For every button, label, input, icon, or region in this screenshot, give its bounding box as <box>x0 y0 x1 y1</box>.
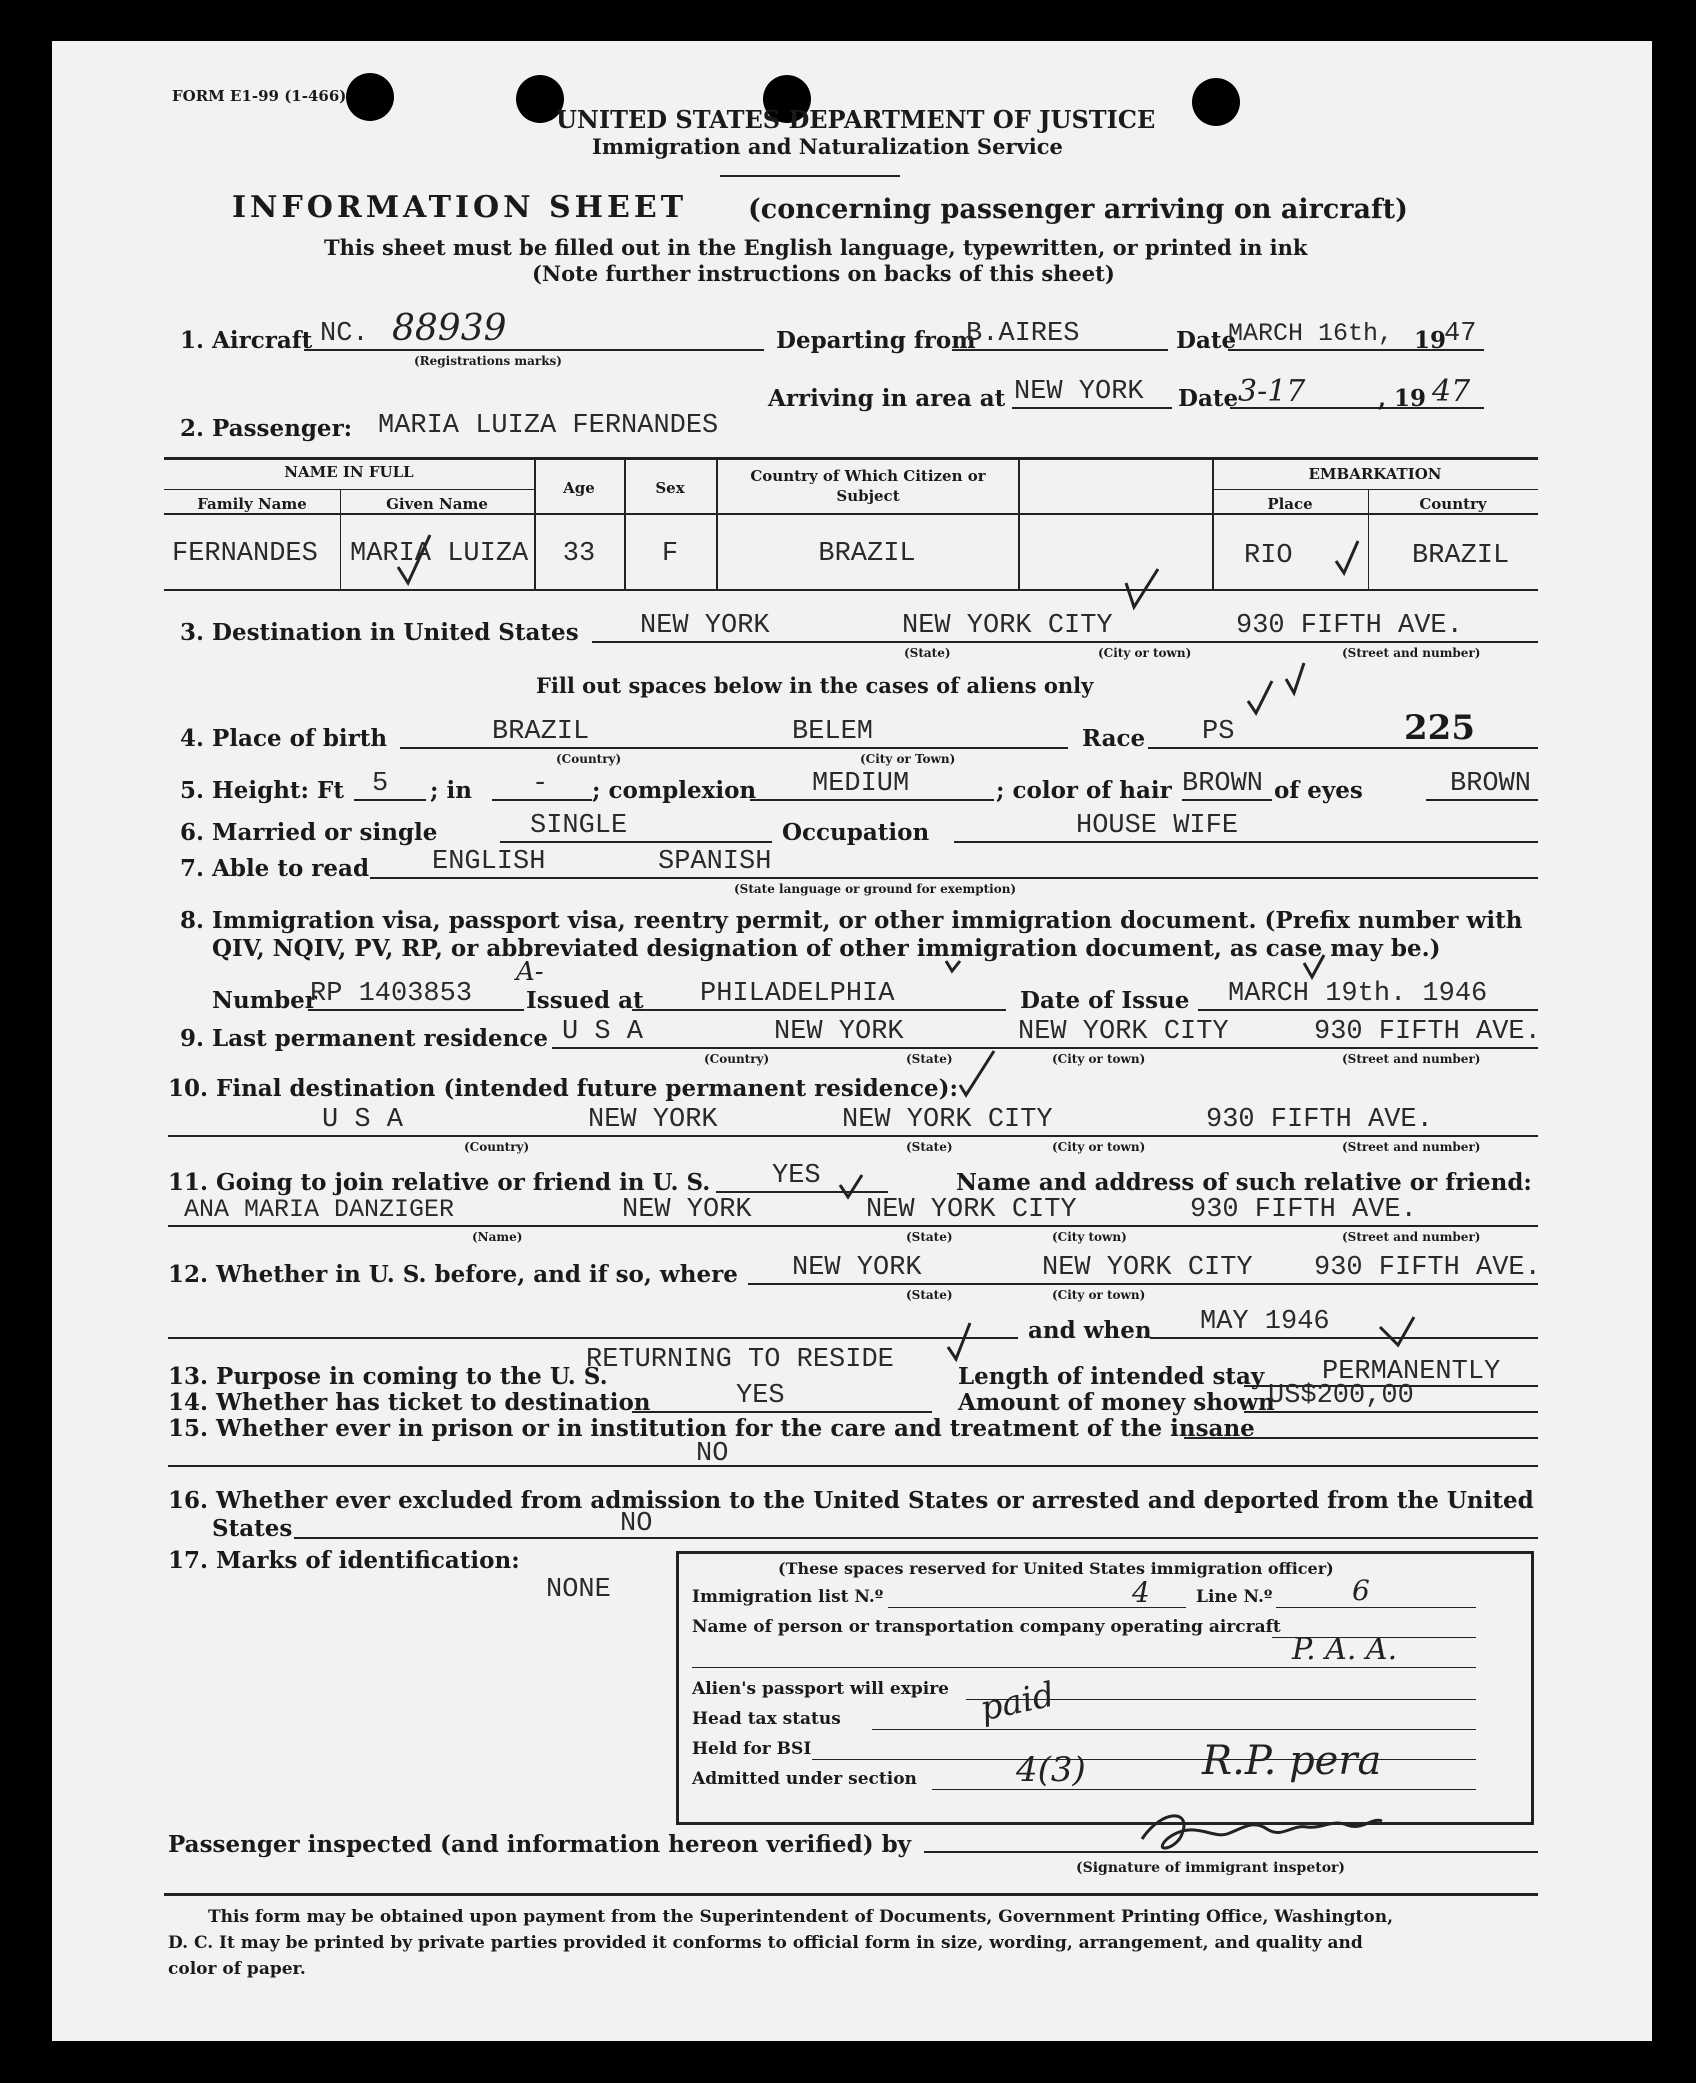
ever-excluded: NO <box>620 1509 653 1539</box>
relative-state: NEW YORK <box>622 1195 752 1225</box>
final-country: U S A <box>322 1105 404 1135</box>
residence-street: 930 FIFTH AVE. <box>1314 1017 1541 1047</box>
read-language-1: ENGLISH <box>432 847 546 877</box>
departure-year: 47 <box>1444 319 1477 349</box>
arrival-year: 47 <box>1432 374 1471 409</box>
label-prison: 15. Whether ever in prison or in institution for the care and treatment of the insane <box>168 1415 1255 1442</box>
label-aliens-only: Fill out spaces below in the cases of aliens only <box>536 673 1094 698</box>
label-height: 5. Height: Ft <box>180 777 344 804</box>
before-street: 930 FIFTH AVE. <box>1314 1253 1541 1283</box>
label-admitted: Admitted under section <box>692 1769 917 1789</box>
height-in: - <box>532 769 549 799</box>
given-name: MARIA LUIZA <box>350 539 529 569</box>
label-rel-city: (City town) <box>1052 1230 1127 1244</box>
issue-date: MARCH 19th. 1946 <box>1228 979 1488 1009</box>
relative-name: ANA MARIA DANZIGER <box>184 1195 455 1224</box>
label-officer-reserved: (These spaces reserved for United States immigration officer) <box>778 1559 1334 1578</box>
label-in-us-before: 12. Whether in U. S. before, and if so, where <box>168 1261 738 1288</box>
height-ft: 5 <box>372 769 389 799</box>
label-final-street: (Street and number) <box>1342 1140 1481 1154</box>
label-last-residence: 9. Last permanent residence <box>180 1025 548 1052</box>
label-ticket: 14. Whether has ticket to destination <box>168 1389 651 1416</box>
label-purpose: 13. Purpose in coming to the U. S. <box>168 1363 608 1390</box>
form-number: FORM E1-99 (1-466) <box>172 87 347 105</box>
label-going-to-join: 11. Going to join relative or friend in U. S. <box>168 1169 711 1196</box>
label-before-city: (City or town) <box>1052 1288 1146 1302</box>
birth-country: BRAZIL <box>492 717 590 747</box>
header-given-name: Given Name <box>386 495 488 513</box>
label-departing: Departing from <box>776 327 976 354</box>
birth-city: BELEM <box>792 717 874 747</box>
when: MAY 1946 <box>1200 1307 1330 1337</box>
check-marks <box>52 41 1652 2041</box>
department-title: UNITED STATES DEPARTMENT OF JUSTICE <box>556 105 1156 134</box>
label-final-state: (State) <box>906 1140 953 1154</box>
header-sex: Sex <box>655 479 685 497</box>
admitted-note: R.P. pera <box>1202 1738 1382 1784</box>
label-issued-at: Issued at <box>526 987 644 1014</box>
label-immigration-doc-2: QIV, NQIV, PV, RP, or abbreviated designation of other immigration document, as case may be.) <box>212 935 1441 962</box>
footer-line3: color of paper. <box>168 1959 306 1979</box>
label-signature-inspector: (Signature of immigrant inspetor) <box>1076 1860 1346 1876</box>
label-final-destination: 10. Final destination (intended future permanent residence): <box>168 1075 959 1102</box>
eye-color: BROWN <box>1450 769 1532 799</box>
money-shown: US$200,00 <box>1268 1381 1414 1411</box>
label-date-of-issue: Date of Issue <box>1020 987 1190 1014</box>
has-ticket: YES <box>736 1381 785 1411</box>
label-head-tax: Head tax status <box>692 1709 841 1729</box>
aircraft-prefix: NC. <box>320 319 369 349</box>
label-money: Amount of money shown <box>958 1389 1275 1416</box>
marks-of-identification: NONE <box>546 1575 611 1605</box>
label-arriving: Arriving in area at <box>768 385 1006 412</box>
final-city: NEW YORK CITY <box>842 1105 1053 1135</box>
label-and-when: and when <box>1028 1317 1152 1344</box>
header-country-citizen: Country of Which Citizen or Subject <box>750 467 986 505</box>
purpose: RETURNING TO RESIDE <box>586 1345 894 1375</box>
label-place-of-birth: 4. Place of birth <box>180 725 388 752</box>
label-reg-marks: (Registrations marks) <box>414 354 562 368</box>
header-family-name: Family Name <box>197 495 307 513</box>
residence-state: NEW YORK <box>774 1017 904 1047</box>
label-rel-name: (Name) <box>472 1230 523 1244</box>
label-state: (State) <box>904 646 951 660</box>
label-length-stay: Length of intended stay <box>958 1363 1265 1390</box>
header-country: Country <box>1419 495 1487 513</box>
label-state-language: (State language or ground for exemption) <box>734 882 1017 896</box>
length-of-stay: PERMANENTLY <box>1322 1357 1501 1387</box>
label-city-or-town: (City or town) <box>1098 646 1192 660</box>
label-race: Race <box>1082 725 1146 752</box>
label-name-address: Name and address of such relative or friend: <box>956 1169 1532 1196</box>
header-embarkation: EMBARKATION <box>1308 465 1442 483</box>
document-number: RP 1403853 <box>310 979 473 1009</box>
label-excluded-2: States <box>212 1515 293 1542</box>
document-mark: A- <box>516 957 544 987</box>
relative-street: 930 FIFTH AVE. <box>1190 1195 1417 1225</box>
family-name: FERNANDES <box>172 539 318 569</box>
label-date: Date <box>1176 327 1237 354</box>
label-marks: 17. Marks of identification: <box>168 1547 520 1574</box>
ever-in-prison: NO <box>696 1439 729 1469</box>
label-passport-expire: Alien's passport will expire <box>692 1679 949 1699</box>
label-imm-list: Immigration list N.º <box>692 1587 884 1607</box>
destination-state: NEW YORK <box>640 611 770 641</box>
instructions-line2: (Note further instructions on backs of this sheet) <box>532 261 1115 286</box>
label-city-town-birth: (City or Town) <box>860 752 956 766</box>
label-arrival-date: Date <box>1178 385 1239 412</box>
header-name-in-full: NAME IN FULL <box>284 463 414 481</box>
label-year-19: 19 <box>1414 327 1447 354</box>
label-destination: 3. Destination in United States <box>180 619 579 646</box>
marital-status: SINGLE <box>530 811 628 841</box>
label-occupation: Occupation <box>782 819 930 846</box>
age: 33 <box>562 539 596 569</box>
admitted-section: 4(3) <box>1016 1750 1086 1790</box>
footer-line2: D. C. It may be printed by private parties provided it conforms to official form in size, wording, arrangement, and quality and <box>168 1933 1363 1953</box>
departure-date: MARCH 16th, <box>1228 319 1394 348</box>
before-city: NEW YORK CITY <box>1042 1253 1253 1283</box>
label-street-number: (Street and number) <box>1342 646 1481 660</box>
label-height-in: ; in <box>430 777 472 804</box>
instructions-line1: This sheet must be filled out in the English language, typewritten, or printed in ink <box>324 235 1308 260</box>
label-line-no: Line N.º <box>1196 1587 1273 1607</box>
citizen-country: BRAZIL <box>818 539 916 569</box>
label-aircraft: 1. Aircraft <box>180 327 313 354</box>
relative-city: NEW YORK CITY <box>866 1195 1077 1225</box>
occupation: HOUSE WIFE <box>1076 811 1239 841</box>
page-subtitle: (concerning passenger arriving on aircraft) <box>748 194 1408 225</box>
label-able-to-read: 7. Able to read <box>180 855 370 882</box>
label-res-street: (Street and number) <box>1342 1052 1481 1066</box>
race: PS <box>1202 717 1235 747</box>
label-inspected: Passenger inspected (and information hereon verified) by <box>168 1831 912 1858</box>
page-title: INFORMATION SHEET <box>232 190 688 225</box>
label-country: (Country) <box>556 752 622 766</box>
label-number: Number <box>212 987 317 1014</box>
read-language-2: SPANISH <box>658 847 772 877</box>
label-before-state: (State) <box>906 1288 953 1302</box>
label-rel-street: (Street and number) <box>1342 1230 1481 1244</box>
label-complexion: ; complexion <box>592 777 757 804</box>
label-operator: Name of person or transportation company operating aircraft <box>692 1617 1281 1637</box>
embarkation-country: BRAZIL <box>1412 541 1510 571</box>
label-married: 6. Married or single <box>180 819 438 846</box>
label-arrival-year: , 19 <box>1378 385 1427 412</box>
arriving-at: NEW YORK <box>1014 377 1144 407</box>
complexion: MEDIUM <box>812 769 910 799</box>
label-held-bsi: Held for BSI <box>692 1739 812 1759</box>
final-state: NEW YORK <box>588 1105 718 1135</box>
header-place: Place <box>1267 495 1313 513</box>
label-hair: ; color of hair <box>996 777 1172 804</box>
departing-from: B.AIRES <box>966 319 1080 349</box>
embarkation-place: RIO <box>1244 541 1293 571</box>
label-res-state: (State) <box>906 1052 953 1066</box>
race-code: 225 <box>1404 708 1475 748</box>
hair-color: BROWN <box>1182 769 1264 799</box>
final-street: 930 FIFTH AVE. <box>1206 1105 1433 1135</box>
label-passenger: 2. Passenger: <box>180 415 353 442</box>
label-eyes: of eyes <box>1274 777 1363 804</box>
operating-company: P. A. A. <box>1292 1632 1398 1667</box>
header-age: Age <box>563 479 595 497</box>
residence-city: NEW YORK CITY <box>1018 1017 1229 1047</box>
label-rel-state: (State) <box>906 1230 953 1244</box>
before-state: NEW YORK <box>792 1253 922 1283</box>
passenger-name: MARIA LUIZA FERNANDES <box>378 411 719 441</box>
immigration-list-number: 4 <box>1132 1576 1150 1609</box>
line-number: 6 <box>1352 1574 1370 1607</box>
label-immigration-doc-1: 8. Immigration visa, passport visa, reentry permit, or other immigration document. (Prefix number with <box>180 907 1523 934</box>
label-final-country: (Country) <box>464 1140 530 1154</box>
arrival-date: 3-17 <box>1238 374 1306 409</box>
form-sheet <box>52 41 1652 2041</box>
label-final-city: (City or town) <box>1052 1140 1146 1154</box>
going-to-join: YES <box>772 1161 821 1191</box>
destination-street: 930 FIFTH AVE. <box>1236 611 1463 641</box>
aircraft-number: 88939 <box>392 308 507 349</box>
sex: F <box>661 539 679 569</box>
issued-at: PHILADELPHIA <box>700 979 895 1009</box>
service-title: Immigration and Naturalization Service <box>592 134 1063 159</box>
footer-line1: This form may be obtained upon payment from the Superintendent of Documents, Government Printing Office, Washington, <box>208 1907 1394 1927</box>
residence-country: U S A <box>562 1017 644 1047</box>
destination-city: NEW YORK CITY <box>902 611 1113 641</box>
label-excluded-1: 16. Whether ever excluded from admission to the United States or arrested and deported from the United <box>168 1487 1534 1514</box>
head-tax-status: paid <box>976 1674 1059 1730</box>
label-res-city: (City or town) <box>1052 1052 1146 1066</box>
label-res-country: (Country) <box>704 1052 770 1066</box>
